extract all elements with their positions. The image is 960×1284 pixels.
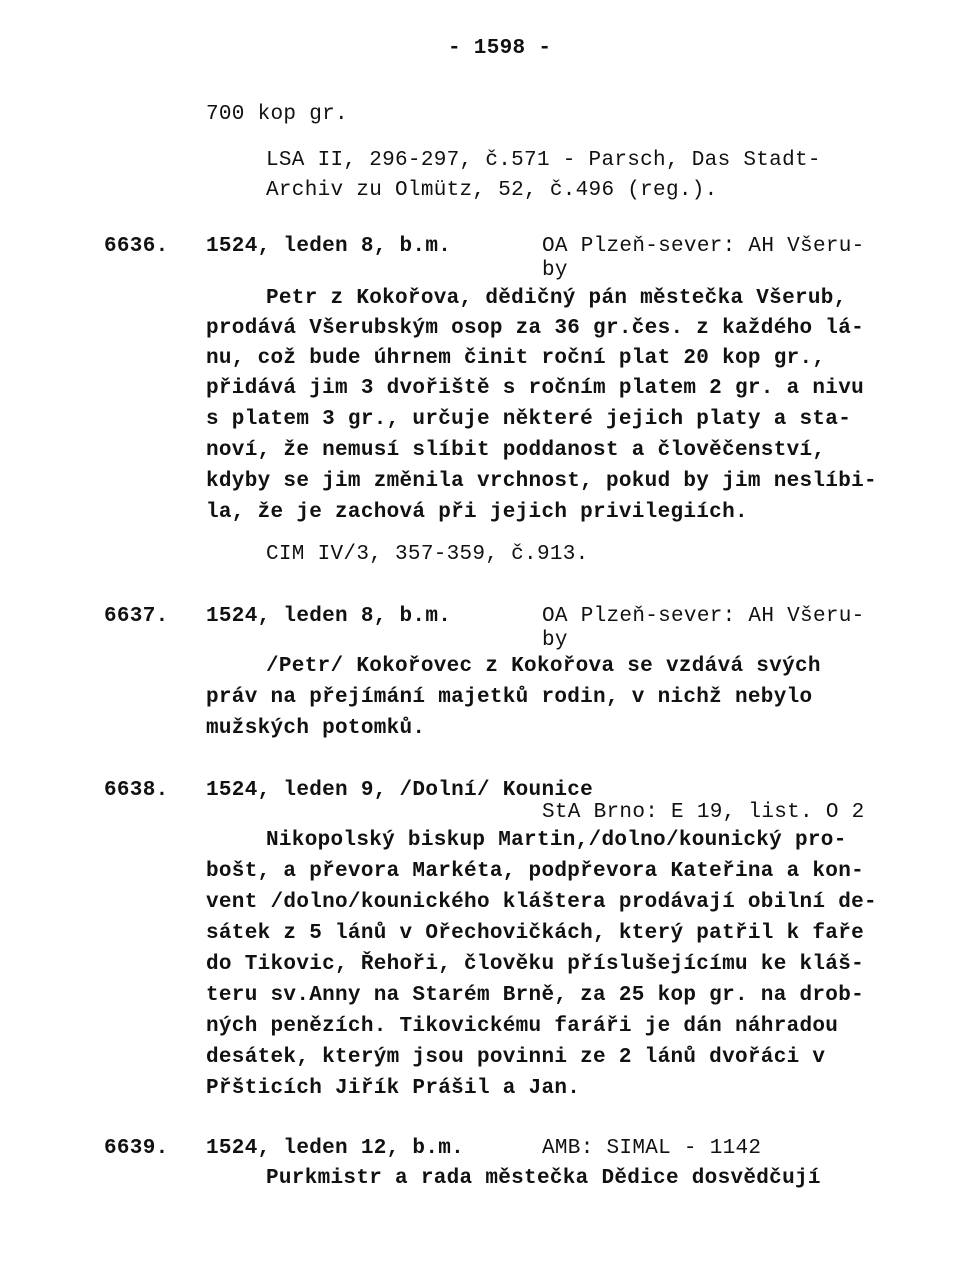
entry-text-line: práv na přejímání majetků rodin, v nichž nebylo	[206, 686, 813, 709]
entry-text-line: prodává Všerubským osop za 36 gr.čes. z každého lá-	[206, 317, 865, 340]
entry-archive: AMB: SIMAL - 1142	[542, 1137, 762, 1160]
entry-number: 6637.	[104, 605, 169, 628]
entry-source: CIM IV/3, 357-359, č.913.	[266, 543, 589, 566]
entry-text-line: s platem 3 gr., určuje některé jejich platy a sta-	[206, 408, 852, 431]
entry-text-line: la, že je zachová při jejich privilegiích.	[206, 501, 748, 524]
entry-number: 6638.	[104, 779, 169, 802]
entry-text-line: noví, že nemusí slíbit poddanost a člověčenství,	[206, 439, 826, 462]
entry-text-line: desátek, kterým jsou povinni ze 2 lánů dvořáci v	[206, 1046, 826, 1069]
entry-date: 1524, leden 8, b.m.	[206, 605, 452, 628]
entry-number: 6639.	[104, 1137, 169, 1160]
entry-number: 6636.	[104, 235, 169, 258]
entry-text-line: vent /dolno/kounického kláštera prodávají obilní de-	[206, 891, 877, 914]
entry-text-line: Purkmistr a rada městečka Dědice dosvědčují	[266, 1167, 821, 1190]
continuation-amount: 700 kop gr.	[206, 103, 348, 126]
page-number: - 1598 -	[448, 37, 552, 60]
entry-archive: StA Brno: E 19, list. O 2	[542, 801, 865, 824]
entry-archive: OA Plzeň-sever: AH Všeru-	[542, 235, 865, 258]
continuation-source-line: Archiv zu Olmütz, 52, č.496 (reg.).	[266, 179, 718, 202]
entry-text-line: teru sv.Anny na Starém Brně, za 25 kop gr. na drob-	[206, 984, 865, 1007]
entry-text-line: Nikopolský biskup Martin,/dolno/kounický pro-	[266, 829, 847, 852]
entry-archive: by	[542, 629, 568, 652]
entry-text-line: ných penězích. Tikovickému faráři je dán náhradou	[206, 1015, 839, 1038]
entry-archive: OA Plzeň-sever: AH Všeru-	[542, 605, 865, 628]
entry-text-line: přidává jim 3 dvořiště s ročním platem 2 gr. a nivu	[206, 377, 865, 400]
entry-text-line: Přšticích Jiřík Prášil a Jan.	[206, 1077, 581, 1100]
entry-text-line: do Tikovic, Řehoři, člověku příslušejícímu ke kláš-	[206, 953, 865, 976]
entry-text-line: mužských potomků.	[206, 717, 426, 740]
entry-date: 1524, leden 12, b.m.	[206, 1137, 465, 1160]
entry-text-line: /Petr/ Kokořovec z Kokořova se vzdává svých	[266, 655, 821, 678]
entry-archive: by	[542, 259, 568, 282]
entry-text-line: kdyby se jim změnila vrchnost, pokud by jim neslíbi-	[206, 470, 877, 493]
entry-date: 1524, leden 9, /Dolní/ Kounice	[206, 779, 594, 802]
entry-text-line: bošt, a převora Markéta, podpřevora Kateřina a kon-	[206, 860, 865, 883]
continuation-source-line: LSA II, 296-297, č.571 - Parsch, Das Stadt-	[266, 149, 821, 172]
entry-text-line: Petr z Kokořova, dědičný pán městečka Všerub,	[266, 287, 847, 310]
entry-date: 1524, leden 8, b.m.	[206, 235, 452, 258]
entry-text-line: sátek z 5 lánů v Ořechovičkách, který patřil k faře	[206, 922, 865, 945]
entry-text-line: nu, což bude úhrnem činit roční plat 20 kop gr.,	[206, 347, 826, 370]
